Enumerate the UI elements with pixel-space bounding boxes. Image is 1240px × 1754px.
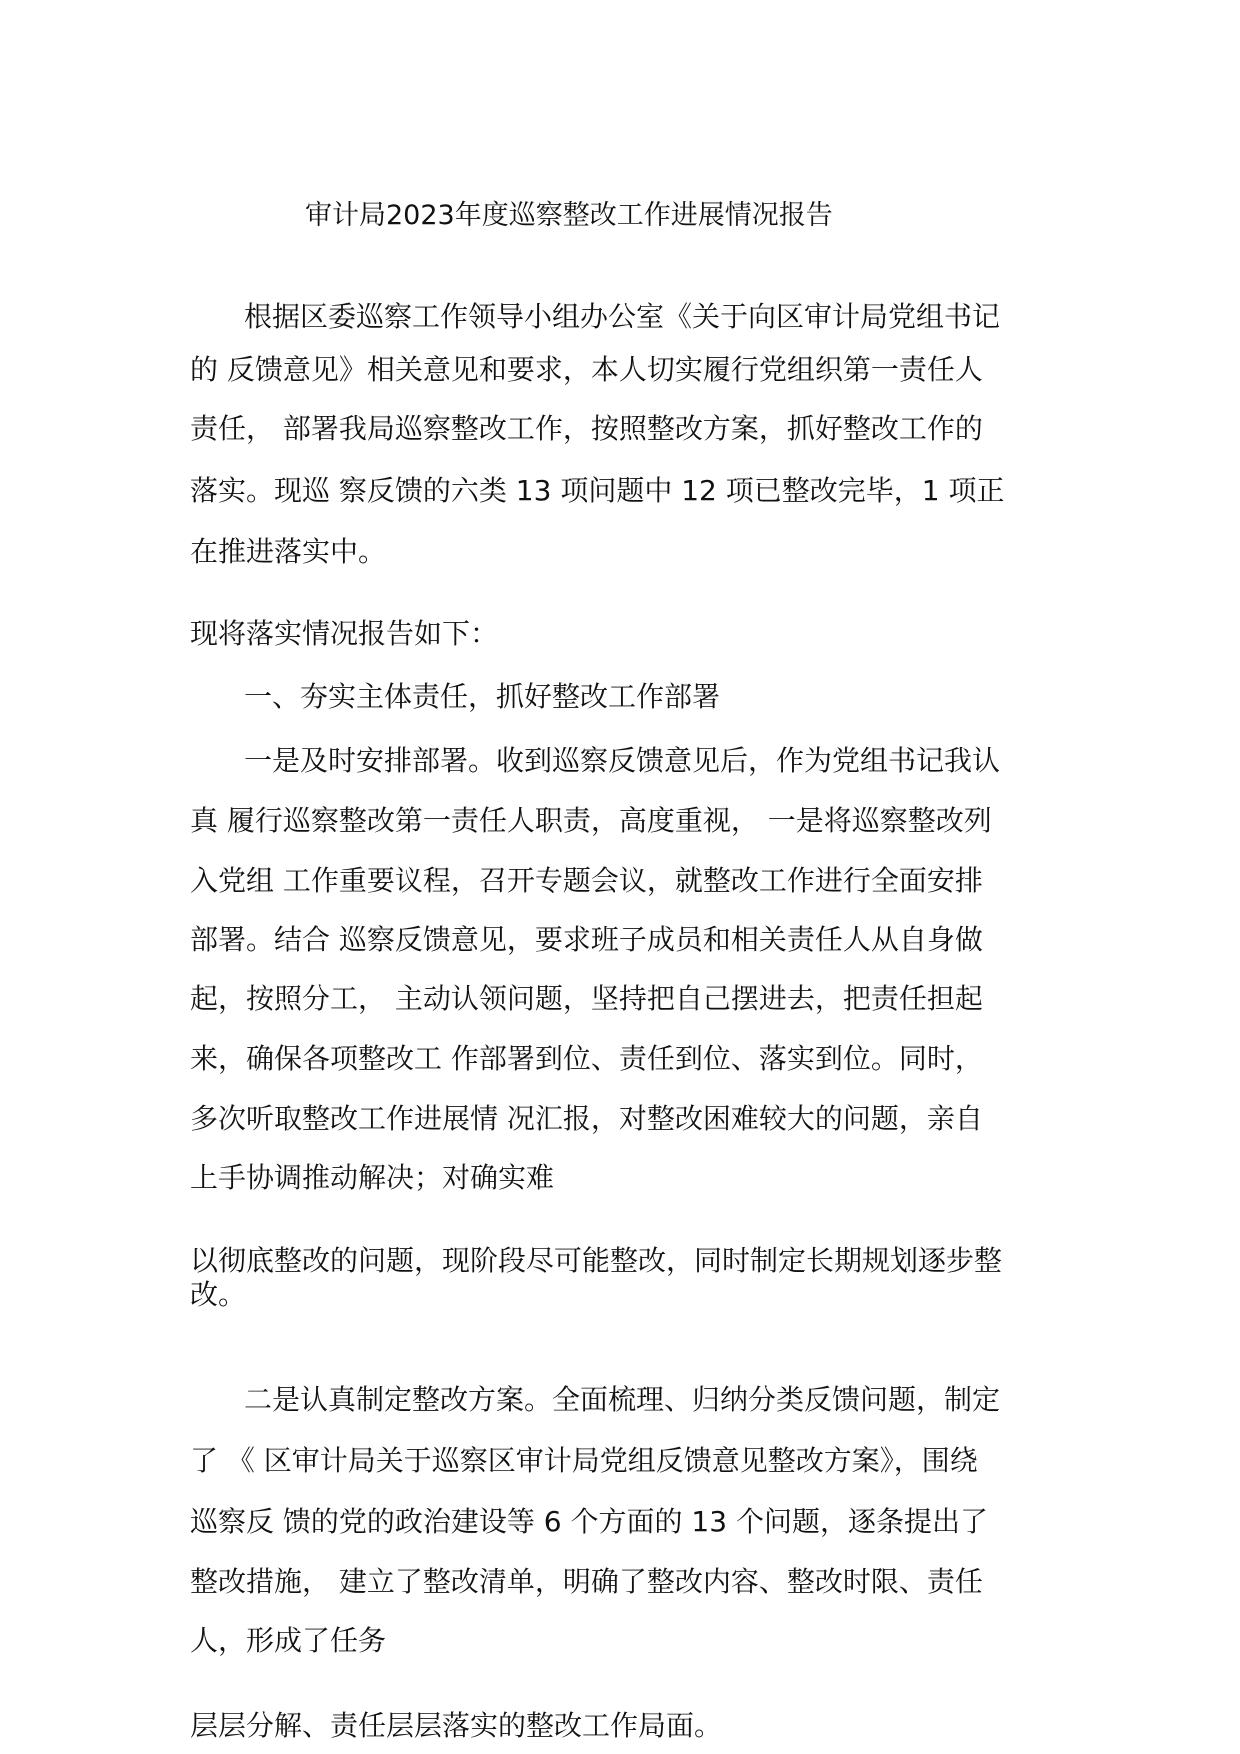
paragraph-line: 改。: [190, 1278, 247, 1311]
paragraph-line: 根据区委巡察工作领导小组办公室《关于向区审计局党组书记: [244, 300, 1001, 333]
paragraph-line: 真 履行巡察整改第一责任人职责，高度重视， 一是将巡察整改列: [190, 804, 992, 837]
paragraph-line: 在推进落实中。: [190, 535, 387, 568]
paragraph-line: 以彻底整改的问题，现阶段尽可能整改，同时制定长期规划逐步整: [190, 1244, 1003, 1277]
paragraph-line: 部署。结合 巡察反馈意见，要求班子成员和相关责任人从自身做: [190, 923, 983, 956]
paragraph-line: 现将落实情况报告如下：: [190, 617, 499, 650]
section-heading: 一、夯实主体责任，抓好整改工作部署: [244, 680, 721, 713]
paragraph-line: 整改措施， 建立了整改清单，明确了整改内容、整改时限、责任: [190, 1565, 983, 1598]
paragraph-line: 的 反馈意见》相关意见和要求，本人切实履行党组织第一责任人: [190, 353, 983, 386]
document-title: 审计局2023年度巡察整改工作进展情况报告: [305, 200, 833, 231]
paragraph-line: 落实。现巡 察反馈的六类 13 项问题中 12 项已整改完毕，1 项正: [190, 474, 1005, 507]
paragraph-line: 层层分解、责任层层落实的整改工作局面。: [190, 1709, 723, 1742]
paragraph-line: 来，确保各项整改工 作部署到位、责任到位、落实到位。同时，: [190, 1042, 983, 1075]
paragraph-line: 上手协调推动解决；对确实难: [190, 1161, 555, 1194]
paragraph-line: 入党组 工作重要议程，召开专题会议，就整改工作进行全面安排: [190, 864, 983, 897]
paragraph-line: 了 《 区审计局关于巡察区审计局党组反馈意见整改方案》，围绕: [190, 1444, 978, 1477]
paragraph-line: 多次听取整改工作进展情 况汇报，对整改困难较大的问题，亲自: [190, 1102, 983, 1135]
paragraph-line: 起，按照分工， 主动认领问题，坚持把自己摆进去，把责任担起: [190, 982, 983, 1015]
paragraph-line: 责任， 部署我局巡察整改工作，按照整改方案，抓好整改工作的: [190, 412, 983, 445]
paragraph-line: 人，形成了任务: [190, 1624, 387, 1657]
paragraph-line: 一是及时安排部署。收到巡察反馈意见后，作为党组书记我认: [244, 744, 1001, 777]
paragraph-line: 巡察反 馈的党的政治建设等 6 个方面的 13 个问题，逐条提出了: [190, 1505, 988, 1538]
paragraph-line: 二是认真制定整改方案。全面梳理、归纳分类反馈问题，制定: [244, 1383, 1001, 1416]
